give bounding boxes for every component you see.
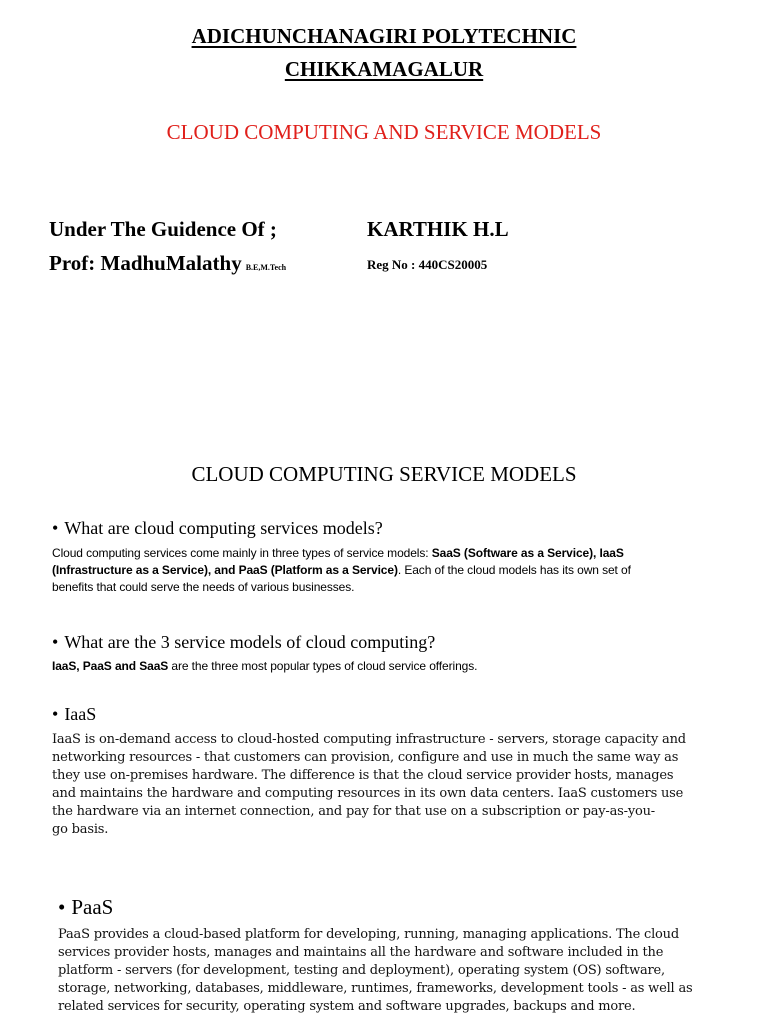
answer-bold-text: (Infrastructure as a Service), and PaaS (Platform as a Service) xyxy=(52,563,398,577)
institution-name: ADICHUNCHANAGIRI POLYTECHNIC xyxy=(191,24,577,48)
iaas-line: IaaS is on-demand access to cloud-hosted computing infrastructure - servers, storage capacity and xyxy=(52,732,686,747)
question-1-answer xyxy=(52,545,732,596)
answer-bold-text: SaaS (Software as a Service), IaaS xyxy=(431,546,624,560)
guide-label: Under The Guidence Of ; xyxy=(49,217,277,241)
question-1-heading xyxy=(52,518,383,539)
question-2-heading xyxy=(52,632,435,653)
institution-city: CHIKKAMAGALUR xyxy=(284,57,484,81)
paas-line: PaaS provides a cloud-based platform for developing, running, managing applications. The cloud xyxy=(58,927,679,942)
answer-line xyxy=(52,579,732,596)
question-1-text: What are cloud computing services models? xyxy=(64,518,383,538)
document-title: CLOUD COMPUTING AND SERVICE MODELS xyxy=(166,120,602,144)
answer-line xyxy=(52,545,732,562)
paas-heading xyxy=(58,895,113,920)
iaas-line: networking resources - that customers can provision, configure and use in much the same way as xyxy=(52,750,679,765)
iaas-line: they use on-premises hardware. The difference is that the cloud service provider hosts, manages xyxy=(52,768,674,783)
section-heading: CLOUD COMPUTING SERVICE MODELS xyxy=(191,462,577,486)
paas-heading-text: PaaS xyxy=(71,895,114,919)
iaas-line: and maintains the hardware and computing resources in its own data centers. IaaS customers use xyxy=(52,786,684,801)
question-2-answer xyxy=(52,658,477,675)
guide-name: Prof: MadhuMalathy xyxy=(49,251,242,275)
paas-line: platform - servers (for development, testing and deployment), operating system (OS) software, xyxy=(58,963,665,978)
guide-name-block xyxy=(49,251,286,276)
iaas-heading-text: IaaS xyxy=(64,704,97,724)
iaas-line: go basis. xyxy=(52,822,109,837)
bullet-icon: • xyxy=(58,895,66,919)
answer-text: are the three most popular types of cloud service offerings. xyxy=(168,659,478,673)
iaas-heading xyxy=(52,704,96,725)
answer-text: benefits that could serve the needs of various businesses. xyxy=(52,580,355,594)
student-name: KARTHIK H.L xyxy=(367,217,509,241)
bullet-icon: • xyxy=(52,704,59,724)
bullet-icon: • xyxy=(52,632,59,652)
iaas-line: the hardware via an internet connection, and pay for that use on a subscription or pay-as-you- xyxy=(52,804,655,819)
answer-text: . Each of the cloud models has its own set of xyxy=(397,563,631,577)
paas-line: storage, networking, databases, middleware, runtimes, frameworks, development tools - as well as xyxy=(58,981,693,996)
bullet-icon: • xyxy=(52,518,59,538)
iaas-description xyxy=(52,731,752,839)
paas-line: services provider hosts, manages and maintains all the hardware and software included in the xyxy=(58,945,664,960)
guide-qualifications: B.E,M.Tech xyxy=(245,263,287,272)
registration-number: Reg No : 440CS20005 xyxy=(367,257,488,272)
question-2-text: What are the 3 service models of cloud computing? xyxy=(64,632,436,652)
paas-line: related services for security, operating system and software upgrades, backups and more. xyxy=(58,999,636,1014)
paas-description xyxy=(58,926,748,1016)
answer-bold-text: IaaS, PaaS and SaaS xyxy=(52,659,169,673)
answer-line xyxy=(52,562,732,579)
answer-text: Cloud computing services come mainly in three types of service models: xyxy=(52,546,432,560)
